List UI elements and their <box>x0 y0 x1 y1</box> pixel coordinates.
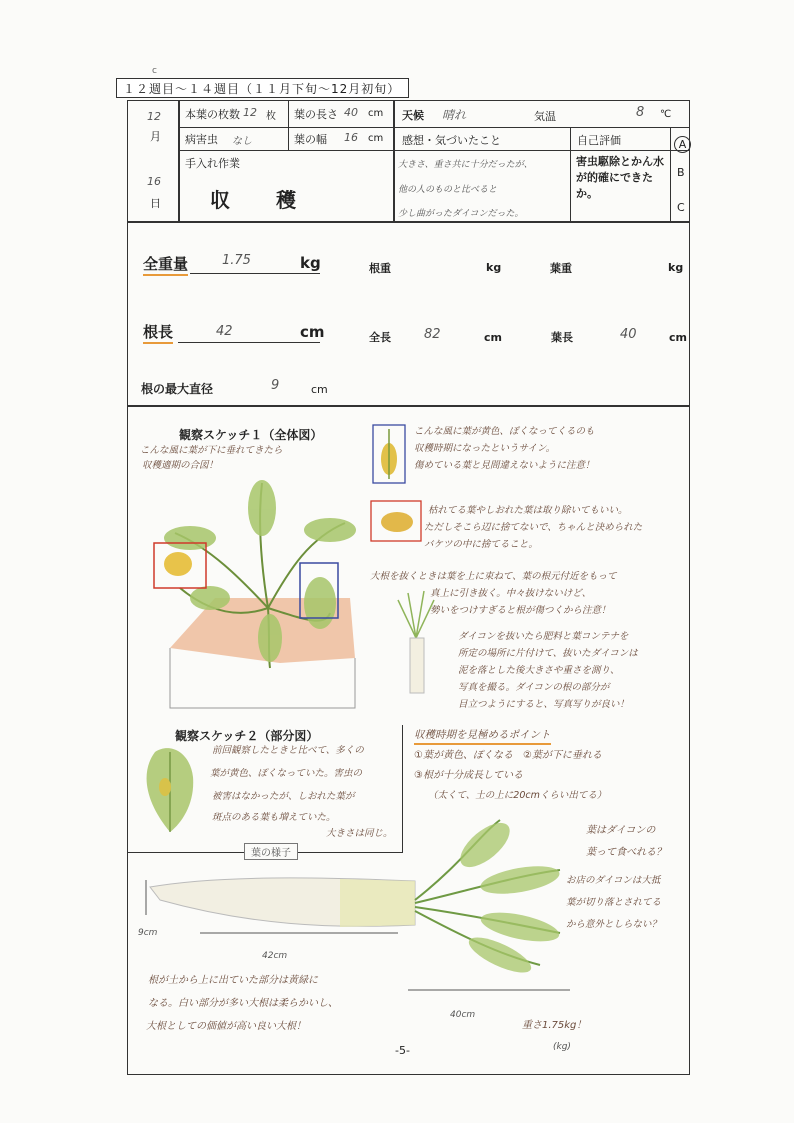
leaf-length-value: 40 <box>344 106 358 119</box>
leaf-count-value: 12 <box>243 106 257 119</box>
note4-line-5: 目立つようにすると、写真写りが良い！ <box>458 699 630 710</box>
note1-line-3: 傷めている葉と見間違えないように注意！ <box>414 460 595 471</box>
yellow-leaf-icon <box>372 424 406 484</box>
care-label: 手入れ作業 <box>185 157 240 170</box>
root-length-value: 42 <box>216 324 233 339</box>
leaf-len-label: 葉長 <box>551 331 573 344</box>
summary-line-3: 大根としての価値が高い良い大根！ <box>146 1021 306 1032</box>
date-month: 12 <box>147 110 161 123</box>
dimension-40cm: 40cm <box>450 1010 476 1020</box>
temp-value: 8 <box>636 105 645 120</box>
weather-label: 天候 <box>402 109 424 122</box>
total-length-value: 82 <box>424 327 441 342</box>
harvest-point-2: ③根が十分成長している <box>414 770 523 781</box>
whole-plant-sketch <box>140 478 370 718</box>
self-eval-label: 自己評価 <box>577 134 621 147</box>
leaf-length-unit: cm <box>368 108 384 119</box>
max-diameter-label: 根の最大直径 <box>141 382 214 396</box>
shop-note-1: お店のダイコンは大抵 <box>566 875 661 886</box>
weight-note: 重さ1.75kg！ <box>522 1020 587 1031</box>
note4-line-1: ダイコンを抜いたら肥料と葉コンテナを <box>458 631 629 642</box>
leaf-width-value: 16 <box>344 131 358 144</box>
sketch2-size-note: 大きさは同じ。 <box>326 828 393 839</box>
care-value: 収 穫 <box>210 188 298 212</box>
harvest-points-title: 収穫時期を見極めるポイント <box>414 727 551 745</box>
max-diameter-value: 9 <box>271 378 280 393</box>
root-length-label: 根長 <box>143 321 173 344</box>
total-length-unit: cm <box>484 331 502 344</box>
sketch1-caption-1: こんな風に葉が下に垂れてきたら <box>140 445 283 456</box>
root-weight-unit: kg <box>486 261 502 274</box>
sketch2-line-2: 葉が黄色、ぽくなっていた。害虫の <box>210 768 363 779</box>
leaf-len-value: 40 <box>620 327 637 342</box>
self-eval-text: 害虫駆除とかん水が的確にできたか。 <box>576 155 664 200</box>
date-month-unit: 月 <box>150 130 161 143</box>
weather-value: 晴れ <box>442 108 467 122</box>
leaf-len-unit: cm <box>669 331 687 344</box>
leaf-width-label: 葉の幅 <box>294 133 327 146</box>
wilted-leaf-icon <box>370 500 422 542</box>
leaf-note-1: 葉はダイコンの <box>586 825 656 836</box>
impression-label: 感想・気づいたこと <box>402 134 501 147</box>
note2-line-3: バケツの中に捨てること。 <box>424 539 538 550</box>
weight-sub: (kg) <box>553 1042 571 1052</box>
note1-line-1: こんな風に葉が黄色、ぽくなってくるのも <box>414 426 595 437</box>
date-day-unit: 日 <box>150 197 161 210</box>
sketch2-line-4: 斑点のある葉も増えていた。 <box>212 812 336 823</box>
harvest-point-3: （太くて、土の上に20cmくらい出てる） <box>428 790 607 801</box>
temp-unit: ℃ <box>660 109 672 120</box>
sketch2-line-3: 被害はなかったが、しおれた葉が <box>212 791 355 802</box>
note1-line-2: 収穫時期になったというサイン。 <box>414 443 556 454</box>
summary-line-1: 根が土から上に出ていた部分は黄緑に <box>148 975 318 986</box>
note2-line-1: 枯れてる葉やしおれた葉は取り除いてもいい。 <box>428 505 628 516</box>
dimension-9cm: 9cm <box>138 928 158 938</box>
note3-line-1: 大根を抜くときは葉を上に束ねて、葉の根元付近をもって <box>370 571 617 582</box>
date-day: 16 <box>147 175 161 188</box>
sketch2-line-1: 前回観察したときと比べて、多くの <box>212 745 364 756</box>
total-weight-unit: kg <box>300 254 321 272</box>
sketch1-title: 観察スケッチ１（全体図） <box>179 428 323 442</box>
leaf-weight-label: 葉重 <box>550 262 572 275</box>
grade-a: A <box>674 136 691 153</box>
max-diameter-unit: cm <box>311 383 328 396</box>
dimension-42cm: 42cm <box>262 951 288 961</box>
pulling-radish-sketch <box>386 588 448 698</box>
grade-c: C <box>677 201 685 214</box>
pest-value: なし <box>232 136 252 147</box>
period-label: １２週目～１４週目（１１月下旬～12月初旬） <box>116 78 409 98</box>
impression-line-2: 他の人のものと比べると <box>398 185 498 195</box>
harvested-radish-sketch <box>140 815 580 995</box>
note4-line-3: 泥を落とした後大きさや重さを測り、 <box>458 665 620 676</box>
note4-line-2: 所定の場所に片付けて、抜いたダイコンは <box>458 648 638 659</box>
grade-b: B <box>677 166 685 179</box>
harvest-point-1: ①葉が黄色、ぽくなる ②葉が下に垂れる <box>414 750 602 761</box>
summary-line-2: なる。白い部分が多い大根は柔らかいし、 <box>148 998 338 1009</box>
total-length-label: 全長 <box>369 331 391 344</box>
leaf-count-unit: 枚 <box>266 111 276 122</box>
leaf-caption: 葉の様子 <box>244 843 298 860</box>
sketch1-caption-2: 収穫適期の合図！ <box>142 460 219 471</box>
leaf-width-unit: cm <box>368 133 384 144</box>
corner-mark: c <box>152 66 157 76</box>
shop-note-3: から意外としらない？ <box>566 919 662 930</box>
leaf-note-2: 葉って食べれる？ <box>586 847 666 858</box>
note3-line-3: 勢いをつけすぎると根が傷つくから注意！ <box>430 605 611 616</box>
leaf-length-label: 葉の長さ <box>294 108 338 121</box>
total-weight-label: 全重量 <box>143 253 188 276</box>
temp-label: 気温 <box>534 110 556 123</box>
shop-note-2: 葉が切り落とされてる <box>566 897 662 908</box>
note2-line-2: ただしそこら辺に捨てないで、ちゃんと決められた <box>424 522 643 533</box>
page-number: -5- <box>395 1044 410 1057</box>
pest-label: 病害虫 <box>185 133 218 146</box>
sketch2-title: 観察スケッチ２（部分図） <box>175 729 319 743</box>
root-weight-label: 根重 <box>369 262 391 275</box>
impression-line-3: 少し曲がったダイコンだった。 <box>398 209 524 219</box>
root-length-unit: cm <box>300 323 325 341</box>
total-weight-value: 1.75 <box>222 253 251 268</box>
leaf-weight-unit: kg <box>668 261 684 274</box>
leaf-count-label: 本葉の枚数 <box>185 108 240 121</box>
note3-line-2: 真上に引き抜く。中々抜けないけど、 <box>430 588 592 599</box>
impression-line-1: 大きさ、重さ共に十分だったが、 <box>398 160 533 170</box>
note4-line-4: 写真を撮る。ダイコンの根の部分が <box>458 682 610 693</box>
